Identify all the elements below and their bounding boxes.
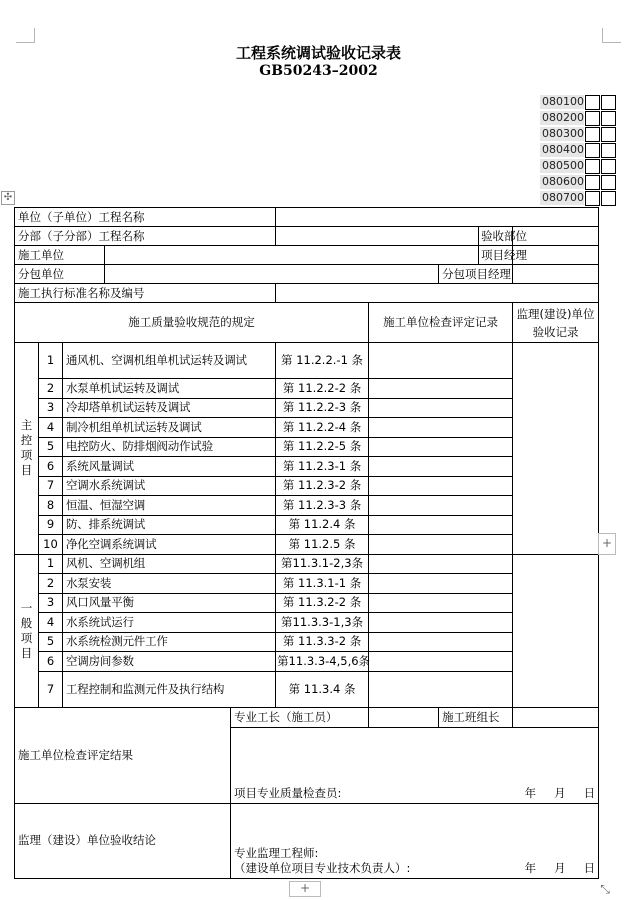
code-row (540, 190, 616, 206)
inspection-item-row (15, 496, 599, 516)
contractor-record-cell[interactable] (369, 535, 513, 555)
contractor-record-cell[interactable] (369, 652, 513, 672)
item-description: 风口风量平衡 (63, 593, 276, 613)
item-description: 系统风量调试 (63, 457, 276, 477)
code-label: 080100 (542, 95, 584, 108)
item-description: 净化空调系统调试 (63, 535, 276, 555)
quality-inspector-signature[interactable] (231, 727, 599, 803)
contractor-record-cell[interactable] (369, 398, 513, 418)
code-checkbox[interactable] (601, 159, 616, 174)
item-number: 8 (39, 496, 63, 516)
contractor-record-cell[interactable] (369, 437, 513, 457)
item-description: 空调水系统调试 (63, 476, 276, 496)
item-clause: 第11.3.3-1,3条 (276, 613, 369, 633)
item-number: 6 (39, 652, 63, 672)
contractor-record-cell[interactable] (369, 343, 513, 379)
item-description: 防、排系统调试 (63, 515, 276, 535)
date-day: 日 (583, 860, 596, 875)
project-manager-label: 项目经理 (479, 246, 513, 265)
item-clause: 第 11.2.4 条 (276, 515, 369, 535)
supervisor-conclusion-text: 监理（建设）单位验收结论 (18, 833, 156, 847)
inspection-item-row (15, 593, 599, 613)
supervisor-signature[interactable] (231, 803, 599, 878)
foreman-label: 专业工长（施工员） (231, 707, 369, 727)
subdivision-code-list (540, 94, 616, 206)
item-number: 3 (39, 398, 63, 418)
code-checkbox[interactable] (585, 127, 600, 142)
inspection-item-row (15, 671, 599, 707)
item-description: 恒温、恒湿空调 (63, 496, 276, 516)
spec-column-header: 施工质量验收规范的规定 (15, 303, 369, 343)
item-number: 2 (39, 379, 63, 399)
code-checkbox[interactable] (585, 191, 600, 206)
code-label: 080200 (542, 111, 584, 124)
code-checkbox[interactable] (585, 111, 600, 126)
contractor-record-cell[interactable] (369, 457, 513, 477)
form-title: 工程系统调试验收记录表 (235, 44, 401, 62)
subcontract-unit-label: 分包单位 (15, 265, 105, 284)
code-row (540, 126, 616, 142)
contractor-record-cell[interactable] (369, 671, 513, 707)
signature-date (507, 861, 596, 876)
date-month: 月 (554, 785, 566, 800)
contractor-record-cell[interactable] (369, 476, 513, 496)
signature-date (507, 786, 596, 801)
crop-mark-top-right (602, 28, 621, 43)
contractor-record-cell[interactable] (369, 418, 513, 438)
team-leader-value[interactable] (513, 707, 599, 727)
code-row (540, 110, 616, 126)
code-checkbox[interactable] (601, 191, 616, 206)
inspection-item-row (15, 379, 599, 399)
item-number: 6 (39, 457, 63, 477)
code-checkbox[interactable] (585, 175, 600, 190)
inspection-item-row (15, 398, 599, 418)
general-items-label (15, 554, 39, 707)
code-checkbox[interactable] (601, 127, 616, 142)
inspection-item-row (15, 652, 599, 672)
subcontract-pm-value[interactable] (513, 265, 599, 284)
item-number: 2 (39, 574, 63, 594)
table-move-handle-icon[interactable]: ✣ (1, 191, 15, 205)
inspection-item-row (15, 535, 599, 555)
owner-technical-label: （建设单位项目专业技术负责人）: (234, 860, 411, 875)
item-clause: 第 11.2.2-3 条 (276, 398, 369, 418)
add-column-button[interactable]: + (598, 533, 616, 555)
division-project-name-label: 分部（子分部）工程名称 (15, 227, 276, 246)
code-row (540, 158, 616, 174)
item-number: 4 (39, 613, 63, 633)
item-number: 7 (39, 476, 63, 496)
item-clause: 第11.3.3-4,5,6条 (276, 652, 369, 672)
construction-unit-label: 施工单位 (15, 246, 105, 265)
contractor-record-cell[interactable] (369, 515, 513, 535)
item-number: 5 (39, 632, 63, 652)
contractor-record-cell[interactable] (369, 496, 513, 516)
item-description: 水系统检测元件工作 (63, 632, 276, 652)
item-clause: 第 11.2.3-2 条 (276, 476, 369, 496)
date-year: 年 (524, 860, 537, 875)
item-clause: 第 11.3.3-2 条 (276, 632, 369, 652)
item-description: 电控防火、防排烟阀动作试验 (63, 437, 276, 457)
inspection-item-row (15, 632, 599, 652)
item-clause: 第 11.2.2-5 条 (276, 437, 369, 457)
item-clause: 第 11.2.3-1 条 (276, 457, 369, 477)
standard-name-value[interactable] (276, 284, 599, 303)
item-number: 7 (39, 671, 63, 707)
contractor-result-text: 施工单位检查评定结果 (18, 747, 133, 762)
item-clause: 第 11.3.2-2 条 (276, 593, 369, 613)
item-clause: 第 11.2.2.-1 条 (276, 343, 369, 379)
acceptance-part-label: 验收部位 (479, 227, 513, 246)
inspection-item-row (15, 554, 599, 574)
item-description: 空调房间参数 (63, 652, 276, 672)
item-number: 1 (39, 554, 63, 574)
contractor-record-cell[interactable] (369, 593, 513, 613)
acceptance-record-table (14, 207, 599, 879)
item-number: 9 (39, 515, 63, 535)
inspection-item-row (15, 476, 599, 496)
item-number: 5 (39, 437, 63, 457)
quality-inspector-label: 项目专业质量检查员: (234, 785, 342, 800)
code-row (540, 142, 616, 158)
contractor-record-cell[interactable] (369, 632, 513, 652)
contractor-record-cell[interactable] (369, 379, 513, 399)
supervisor-record-column-header: 监理(建设)单位验收记录 (513, 303, 599, 343)
main-items-label (15, 343, 39, 555)
subcontract-pm-label: 分包项目经理 (439, 265, 513, 284)
item-number: 1 (39, 343, 63, 379)
date-year: 年 (524, 785, 537, 800)
supervision-engineer-label: 专业监理工程师: (234, 845, 319, 860)
code-label: 080600 (542, 175, 584, 188)
main-items-label-text: 主控项目 (20, 418, 33, 478)
unit-project-name-label: 单位（子单位）工程名称 (15, 208, 276, 227)
item-description: 通风机、空调机组单机试运转及调试 (63, 343, 276, 379)
item-number: 10 (39, 535, 63, 555)
code-checkbox[interactable] (601, 111, 616, 126)
item-number: 3 (39, 593, 63, 613)
item-clause: 第 11.2.5 条 (276, 535, 369, 555)
item-description: 风机、空调机组 (63, 554, 276, 574)
inspection-item-row (15, 343, 599, 379)
item-clause: 第 11.3.1-1 条 (276, 574, 369, 594)
contractor-record-cell[interactable] (369, 574, 513, 594)
item-description: 水泵单机试运转及调试 (63, 379, 276, 399)
item-description: 工程控制和监测元件及执行结构 (63, 671, 276, 707)
code-label: 080300 (542, 127, 584, 140)
subcontract-unit-value[interactable] (105, 265, 439, 284)
item-clause: 第 11.2.2-4 条 (276, 418, 369, 438)
inspection-item-row (15, 418, 599, 438)
standard-name-label: 施工执行标准名称及编号 (15, 284, 276, 303)
crop-mark-top-left (16, 28, 35, 43)
contractor-record-cell[interactable] (369, 613, 513, 633)
contractor-record-column-header: 施工单位检查评定记录 (369, 303, 513, 343)
inspection-item-row (15, 574, 599, 594)
code-checkbox[interactable] (585, 159, 600, 174)
foreman-value[interactable] (369, 707, 439, 727)
code-checkbox[interactable] (601, 95, 616, 110)
code-label: 080500 (542, 159, 584, 172)
code-row (540, 94, 616, 110)
date-month: 月 (554, 860, 566, 875)
item-clause: 第 11.3.4 条 (276, 671, 369, 707)
table-resize-icon[interactable]: ⤡ (600, 882, 610, 896)
code-checkbox[interactable] (601, 175, 616, 190)
inspection-item-row (15, 457, 599, 477)
supervisor-record-cell[interactable] (513, 343, 599, 555)
item-description: 制冷机组单机试运转及调试 (63, 418, 276, 438)
standard-code: GB50243–2002 (259, 63, 378, 79)
team-leader-label: 施工班组长 (439, 707, 513, 727)
general-items-label-text: 一般项目 (20, 600, 33, 660)
item-clause: 第 11.2.2-2 条 (276, 379, 369, 399)
code-checkbox[interactable] (585, 95, 600, 110)
contractor-result-label (15, 707, 231, 803)
date-day: 日 (583, 785, 596, 800)
contractor-record-cell[interactable] (369, 554, 513, 574)
inspection-item-row (15, 437, 599, 457)
code-label: 080700 (542, 191, 584, 204)
inspection-item-row (15, 515, 599, 535)
item-description: 水泵安装 (63, 574, 276, 594)
add-row-button[interactable]: + (289, 881, 321, 897)
item-clause: 第11.3.1-2,3条 (276, 554, 369, 574)
item-description: 水系统试运行 (63, 613, 276, 633)
item-number: 4 (39, 418, 63, 438)
division-project-name-value[interactable] (276, 227, 479, 246)
code-row (540, 174, 616, 190)
code-checkbox[interactable] (585, 143, 600, 158)
code-label: 080400 (542, 143, 584, 156)
supervisor-conclusion-label (15, 803, 231, 878)
supervisor-record-cell[interactable] (513, 554, 599, 707)
unit-project-name-value[interactable] (276, 208, 599, 227)
code-checkbox[interactable] (601, 143, 616, 158)
item-description: 冷却塔单机试运转及调试 (63, 398, 276, 418)
construction-unit-value[interactable] (105, 246, 479, 265)
inspection-item-row (15, 613, 599, 633)
item-clause: 第 11.2.3-3 条 (276, 496, 369, 516)
